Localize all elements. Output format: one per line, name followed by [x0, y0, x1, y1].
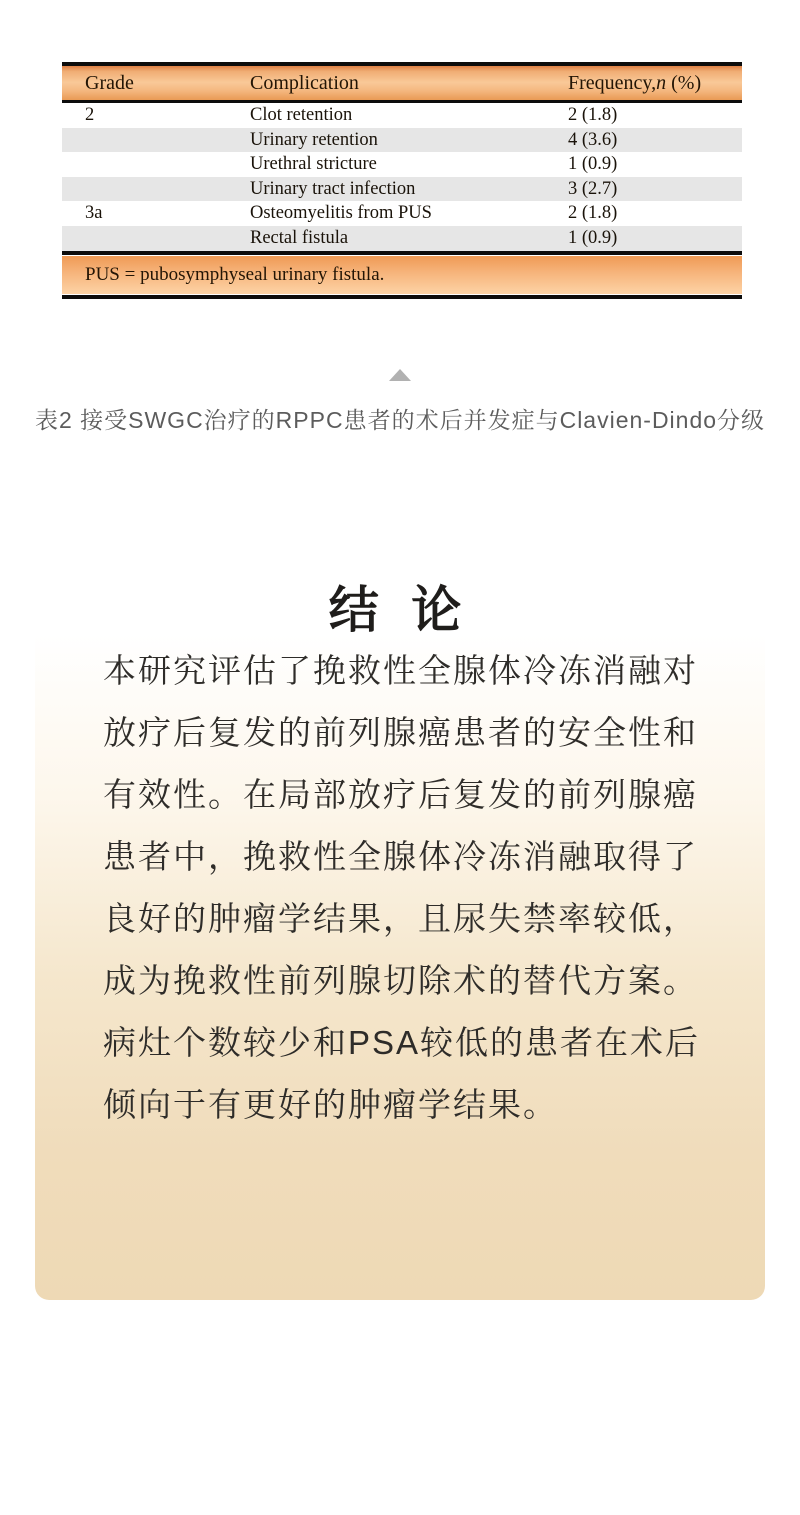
cell-complication: Urethral stricture	[250, 154, 377, 175]
table-caption: 表2 接受SWGC治疗的RPPC患者的术后并发症与Clavien-Dindo分级	[34, 407, 766, 433]
cell-grade	[62, 226, 250, 251]
cell-grade	[62, 152, 250, 177]
paragraph-line: 成为挽救性前列腺切除术的替代方案。	[103, 962, 698, 999]
col-header-complication: Complication	[250, 71, 359, 94]
table-footnote: PUS = pubosymphyseal urinary fistula.	[62, 256, 742, 294]
cell-grade: 3a	[85, 203, 103, 224]
table-row	[62, 128, 742, 153]
paragraph-line: 本研究评估了挽救性全腺体冷冻消融对	[103, 652, 698, 689]
table-row	[62, 177, 742, 202]
cell-grade	[62, 128, 250, 153]
paragraph-line: 放疗后复发的前列腺癌患者的安全性和	[103, 714, 698, 751]
cell-frequency: 1 (0.9)	[568, 154, 618, 175]
cell-frequency: 4 (3.6)	[568, 129, 618, 150]
table-header-row	[62, 66, 742, 100]
cell-grade: 2	[85, 105, 95, 126]
paragraph-line: 病灶个数较少和PSA较低的患者在术后	[103, 1024, 701, 1061]
col-header-grade: Grade	[85, 71, 134, 94]
cell-grade	[62, 177, 250, 202]
cell-complication: Clot retention	[250, 105, 353, 126]
cell-frequency: 3 (2.7)	[568, 178, 618, 199]
conclusion-title: 结 论	[328, 582, 472, 638]
paragraph-line: 有效性。在局部放疗后复发的前列腺癌	[103, 776, 698, 813]
cell-frequency: 2 (1.8)	[568, 105, 618, 126]
cell-complication: Urinary retention	[250, 129, 378, 150]
conclusion-paragraph	[103, 640, 723, 1136]
table-footnote-top-rule	[62, 251, 742, 255]
table-row	[62, 226, 742, 251]
cell-complication: Osteomyelitis from PUS	[250, 203, 432, 224]
table-bottom-rule	[62, 295, 742, 299]
conclusion-panel	[35, 560, 765, 1300]
cell-frequency: 2 (1.8)	[568, 203, 618, 224]
cell-complication: Rectal fistula	[250, 228, 349, 249]
paragraph-line: 倾向于有更好的肿瘤学结果。	[103, 1086, 558, 1123]
collapse-triangle-icon[interactable]	[389, 369, 411, 381]
table-row	[62, 103, 742, 128]
table-body	[62, 103, 742, 251]
table-row	[62, 201, 742, 226]
table-row	[62, 152, 742, 177]
col-header-frequency: Frequency,n (%)	[568, 71, 702, 94]
cell-complication: Urinary tract infection	[250, 178, 416, 199]
complications-table	[62, 62, 742, 299]
paragraph-line: 良好的肿瘤学结果，且尿失禁率较低，	[103, 900, 698, 937]
cell-frequency: 1 (0.9)	[568, 228, 618, 249]
paragraph-line: 患者中，挽救性全腺体冷冻消融取得了	[103, 838, 698, 875]
